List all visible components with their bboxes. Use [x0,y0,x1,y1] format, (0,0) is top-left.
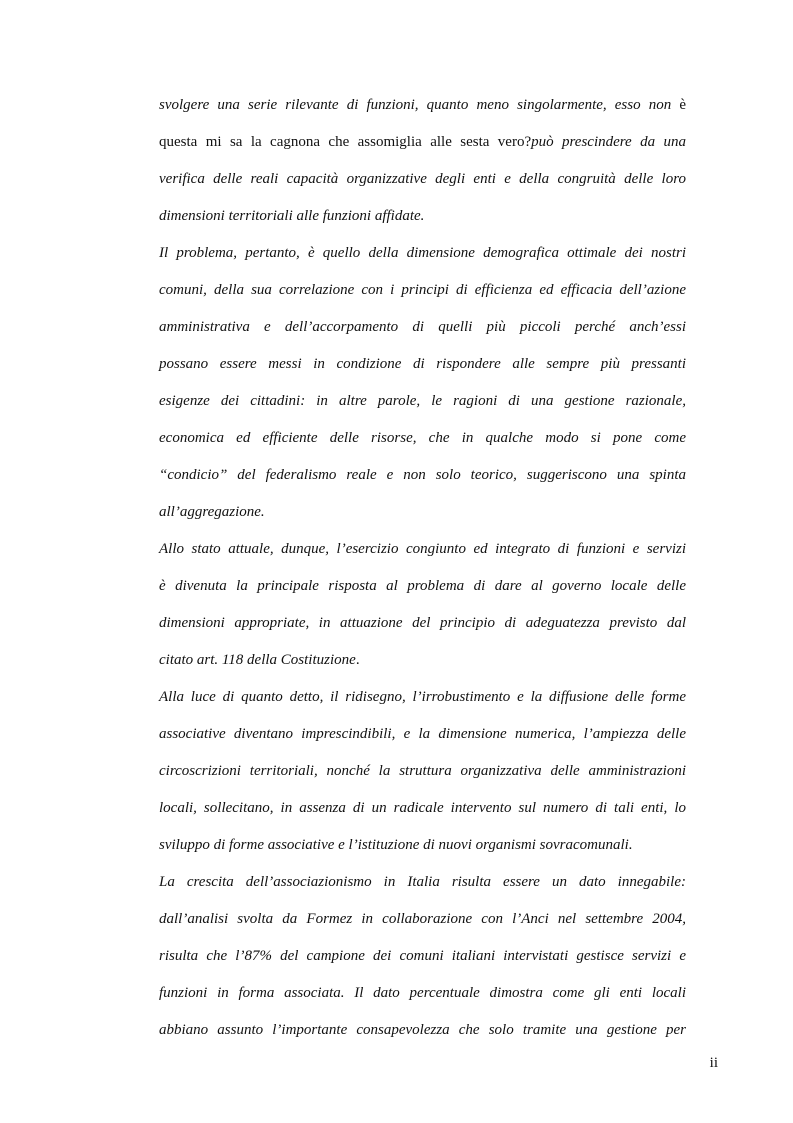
text-run: è divenuta la principale risposta al problema di dare al governo locale delle [159,578,686,594]
text-line [159,531,686,568]
text-line [159,87,686,124]
text-run: citato art. 118 della Costituzione [159,652,356,668]
paragraph [159,531,686,679]
text-line [159,864,686,901]
text-run: abbiano assunto l’importante consapevolezza che solo tramite una gestione per [159,1022,686,1038]
text-line [159,901,686,938]
text-run: circoscrizioni territoriali, nonché la struttura organizzativa delle amministrazioni [159,763,686,779]
text-line [159,161,686,198]
text-run: Alla luce di quanto detto, il ridisegno, l’irrobustimento e la diffusione delle forme [159,689,686,705]
text-line [159,568,686,605]
text-line [159,1012,686,1049]
text-line [159,494,686,531]
text-run: funzioni in forma associata. Il dato percentuale dimostra come gli enti locali [159,985,686,1001]
text-run: svolgere una serie rilevante di funzioni, quanto meno singolarmente, esso non [159,97,680,113]
text-run: questa mi sa la cagnona che assomiglia alle sesta vero? [159,134,532,150]
text-line [159,124,686,161]
text-run: dall’analisi svolta da Formez in collaborazione con l’Anci nel settembre 2004, [159,911,686,927]
text-line [159,457,686,494]
text-line [159,309,686,346]
text-run: possano essere messi in condizione di rispondere alle sempre più pressanti [159,356,686,372]
text-run: Allo stato attuale, dunque, l’esercizio congiunto ed integrato di funzioni e servizi [159,541,686,557]
text-run: amministrativa e dell’accorpamento di quelli più piccoli perché anch’essi [159,319,686,335]
text-run: La crescita dell’associazionismo in Italia risulta essere un dato innegabile: [159,874,686,890]
text-line [159,346,686,383]
text-line [159,272,686,309]
text-run: economica ed efficiente delle risorse, che in qualche modo si pone come [159,430,686,446]
text-run: locali, sollecitano, in assenza di un radicale intervento sul numero di tali enti, lo [159,800,686,816]
text-run: risulta che l’87% del campione dei comuni italiani intervistati gestisce servizi e [159,948,686,964]
text-line [159,827,686,864]
text-line [159,383,686,420]
text-line [159,605,686,642]
body-text [159,87,686,1049]
text-run: dimensioni territoriali alle funzioni affidate. [159,208,425,224]
text-run: verifica delle reali capacità organizzative degli enti e della congruità delle loro [159,171,686,187]
page-number: ii [709,1055,718,1071]
text-line [159,642,686,679]
paragraph [159,235,686,531]
text-run: dimensioni appropriate, in attuazione del principio di adeguatezza previsto dal [159,615,686,631]
text-line [159,975,686,1012]
text-line [159,790,686,827]
paragraph [159,864,686,1049]
text-line [159,235,686,272]
text-line [159,420,686,457]
text-line [159,716,686,753]
text-line [159,938,686,975]
text-run: all’aggregazione. [159,504,265,520]
text-line [159,198,686,235]
text-run: Il problema, pertanto, è quello della dimensione demografica ottimale dei nostri [159,245,686,261]
text-line [159,679,686,716]
paragraph [159,679,686,864]
text-run: può prescindere da una [531,134,686,150]
text-run: sviluppo di forme associative e l’istituzione di nuovi organismi sovracomunali. [159,837,633,853]
text-run: associative diventano imprescindibili, e la dimensione numerica, l’ampiezza delle [159,726,686,742]
text-line [159,753,686,790]
paragraph [159,87,686,235]
text-run: “condicio” del federalismo reale e non solo teorico, suggeriscono una spinta [159,467,686,483]
text-run: comuni, della sua correlazione con i principi di efficienza ed efficacia dell’azione [159,282,686,298]
text-run: è [679,97,686,113]
text-run: esigenze dei cittadini: in altre parole, le ragioni di una gestione razionale, [159,393,686,409]
text-run: . [355,652,360,668]
